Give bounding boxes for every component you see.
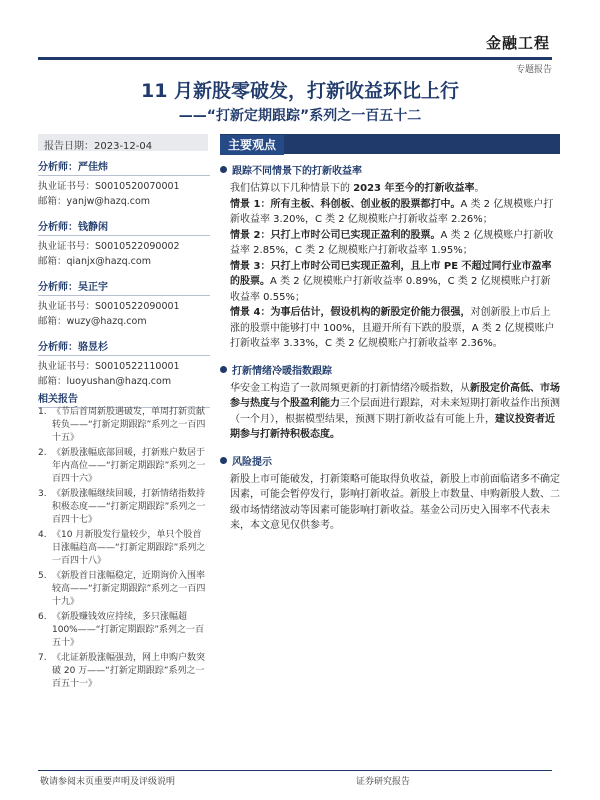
- related-report-item[interactable]: [38, 652, 210, 691]
- section-title: 打新情绪冷暖指数跟踪: [232, 365, 332, 377]
- section-sentiment-index: [220, 362, 560, 443]
- text-run: A 类 2 亿规模账户打新收益率 2.85%，C 类 2 亿规模账户打新收益率 1.95%；: [230, 229, 554, 256]
- text-run: 三个层面进行跟踪，对未来短期打新收益作出预测（一个月），根据模型结果，预测下期打新收益有可能上升，: [230, 398, 560, 425]
- analyst-cert: 执业证书号：S0010522090002: [38, 241, 180, 252]
- analyst-email[interactable]: 邮箱：yanjw@hazq.com: [38, 196, 151, 207]
- text-run-bold: 情景 2：只打上市时公司已实现正盈利的股票。: [230, 229, 441, 241]
- analyst-name: 分析师：吴正宇: [38, 278, 210, 296]
- section-title: 跟踪不同情景下的打新收益率: [232, 166, 362, 177]
- main-points-bar: [220, 134, 560, 154]
- text-run-bold: 情景 3：只打上市时公司已实现正盈利，且上市 PE 不超过同行业市盈率的股票。: [230, 260, 552, 287]
- main-points-body: [220, 162, 560, 544]
- related-report-item[interactable]: [38, 529, 210, 568]
- main-points-heading: 主要观点: [220, 135, 284, 155]
- related-report-item[interactable]: [38, 488, 210, 527]
- text-run-bold: 情景 4：为事后估计，假设机构的新股定价能力很强，: [230, 307, 471, 318]
- related-report-title: 《北证新股涨幅强劲，网上申购户数突破 20 万——“打新定期跟踪”系列之一百五十一》: [52, 653, 206, 689]
- analyst-card: [38, 278, 210, 329]
- analyst-card: [38, 218, 210, 269]
- report-subtitle: ——“打新定期跟踪”系列之一百五十二: [178, 108, 422, 124]
- analyst-panel: [38, 158, 210, 398]
- section-heading: [220, 162, 560, 177]
- bullet-icon: [220, 366, 227, 373]
- text-run: 。: [474, 183, 485, 194]
- text-run: 对创新股上市后上涨的股票中能够打中 100%，且避开所有下跌的股票，A 类 2 亿规模账户打新收益率 3.33%，C 类 2 亿规模账户打新收益率 2.36%。: [230, 307, 555, 349]
- bullet-icon: [220, 457, 227, 464]
- bullet-icon: [220, 166, 227, 173]
- related-report-number: 6.: [38, 612, 47, 622]
- footer-disclaimer: 敬请参阅末页重要声明及评级说明: [40, 777, 176, 787]
- related-report-number: 1.: [38, 407, 47, 417]
- scenario-2: [220, 228, 560, 259]
- risk-paragraph: 新股上市可能破发，打新策略可能取得负收益，新股上市前面临诸多不确定因素，可能会暂停发行，影响打新收益。新股上市数量、申购新股人数、二级市场情绪波动等因素可能影响打新收益。基金公司历史入围率不代表未来，本文意见仅供参考。: [230, 473, 560, 531]
- analyst-email[interactable]: 邮箱：qianjx@hazq.com: [38, 256, 151, 267]
- scenario-intro: [220, 181, 560, 197]
- section-scenarios: [220, 162, 560, 352]
- analyst-card: [38, 338, 210, 389]
- related-report-title: 《新股首日涨幅稳定，近期询价入围率较高——“打新定期跟踪”系列之一百四十九》: [52, 571, 206, 607]
- text-run: A 类 2 亿规模账户打新收益率 0.89%，C 类 2 亿规模账户打新收益率 0.55%；: [230, 276, 551, 303]
- analyst-cert: 执业证书号：S0010522110001: [38, 361, 180, 372]
- scenario-4: [220, 305, 560, 352]
- report-date: 报告日期：2023-12-04: [44, 141, 153, 152]
- related-report-number: 2.: [38, 448, 47, 458]
- analyst-name: 分析师：钱静闲: [38, 218, 210, 236]
- header-divider: [38, 57, 552, 60]
- related-report-title: 《节后首周新股遇破发，单周打新贡献转负——“打新定期跟踪”系列之一百四十五》: [52, 407, 206, 443]
- related-report-title: 《10 月新股发行量较少，单只个股首日涨幅趋高——“打新定期跟踪”系列之一百四十八》: [52, 530, 206, 566]
- related-report-title: 《新股涨幅底部回暖，打新账户数居于年内高位——“打新定期跟踪”系列之一百四十六》: [52, 448, 206, 484]
- brand-title: 金融工程: [485, 34, 550, 52]
- section-heading: [220, 453, 560, 468]
- footer-label: 证券研究报告: [356, 777, 411, 787]
- text-run-bold: 2023 年至今的打新收益率: [353, 183, 475, 194]
- analyst-name: 分析师：骆昱杉: [38, 338, 210, 356]
- text-run-bold: 建议投资者近期参与打新持积极态度。: [230, 413, 555, 440]
- text-run: 华安金工构造了一款周频更新的打新情绪冷暖指数，从: [230, 382, 470, 394]
- section-title: 风险提示: [232, 456, 272, 468]
- related-report-number: 3.: [38, 489, 47, 499]
- related-report-number: 5.: [38, 571, 47, 581]
- analyst-cert: 执业证书号：S0010520070001: [38, 181, 180, 192]
- related-report-number: 7.: [38, 653, 47, 663]
- related-report-item[interactable]: [38, 611, 210, 650]
- report-title: 11 月新股零破发，打新收益环比上行: [140, 80, 460, 102]
- report-date-bar: [38, 134, 208, 151]
- related-report-item[interactable]: [38, 570, 210, 609]
- analyst-email[interactable]: 邮箱：wuzy@hazq.com: [38, 316, 147, 327]
- text-run-bold: 新股定价高低、市场参与热度与个股盈利能力: [230, 382, 560, 409]
- related-report-number: 4.: [38, 530, 47, 540]
- related-report-title: 《新股赚钱效应持续，多只涨幅超100%——“打新定期跟踪”系列之一百五十》: [52, 612, 205, 648]
- analyst-card: [38, 158, 210, 209]
- related-report-item[interactable]: [38, 406, 210, 445]
- analyst-email[interactable]: 邮箱：luoyushan@hazq.com: [38, 376, 172, 387]
- text-run: A 类 2 亿规模账户打新收益率 3.20%，C 类 2 亿规模账户打新收益率 2.26%；: [230, 198, 554, 225]
- sentiment-paragraph: [220, 381, 560, 443]
- related-report-item[interactable]: [38, 447, 210, 486]
- related-reports-heading: 相关报告: [38, 390, 210, 408]
- section-heading: [220, 362, 560, 377]
- scenario-1: [220, 197, 560, 228]
- analyst-cert: 执业证书号：S0010522090001: [38, 301, 180, 312]
- related-reports-list: [38, 406, 210, 693]
- text-run-bold: 情景 1：所有主板、科创板、创业板的股票都打中。: [230, 198, 461, 210]
- section-risk: [220, 453, 560, 534]
- report-type: 专题报告: [515, 65, 552, 75]
- related-report-title: 《新股涨幅继续回暖，打新情绪指数持积极态度——“打新定期跟踪”系列之一百四十七》: [52, 489, 206, 525]
- analyst-name: 分析师：严佳炜: [38, 158, 210, 176]
- text-run: 我们估算以下几种情景下的: [230, 183, 354, 194]
- scenario-3: [220, 259, 560, 306]
- footer-divider: [38, 770, 552, 771]
